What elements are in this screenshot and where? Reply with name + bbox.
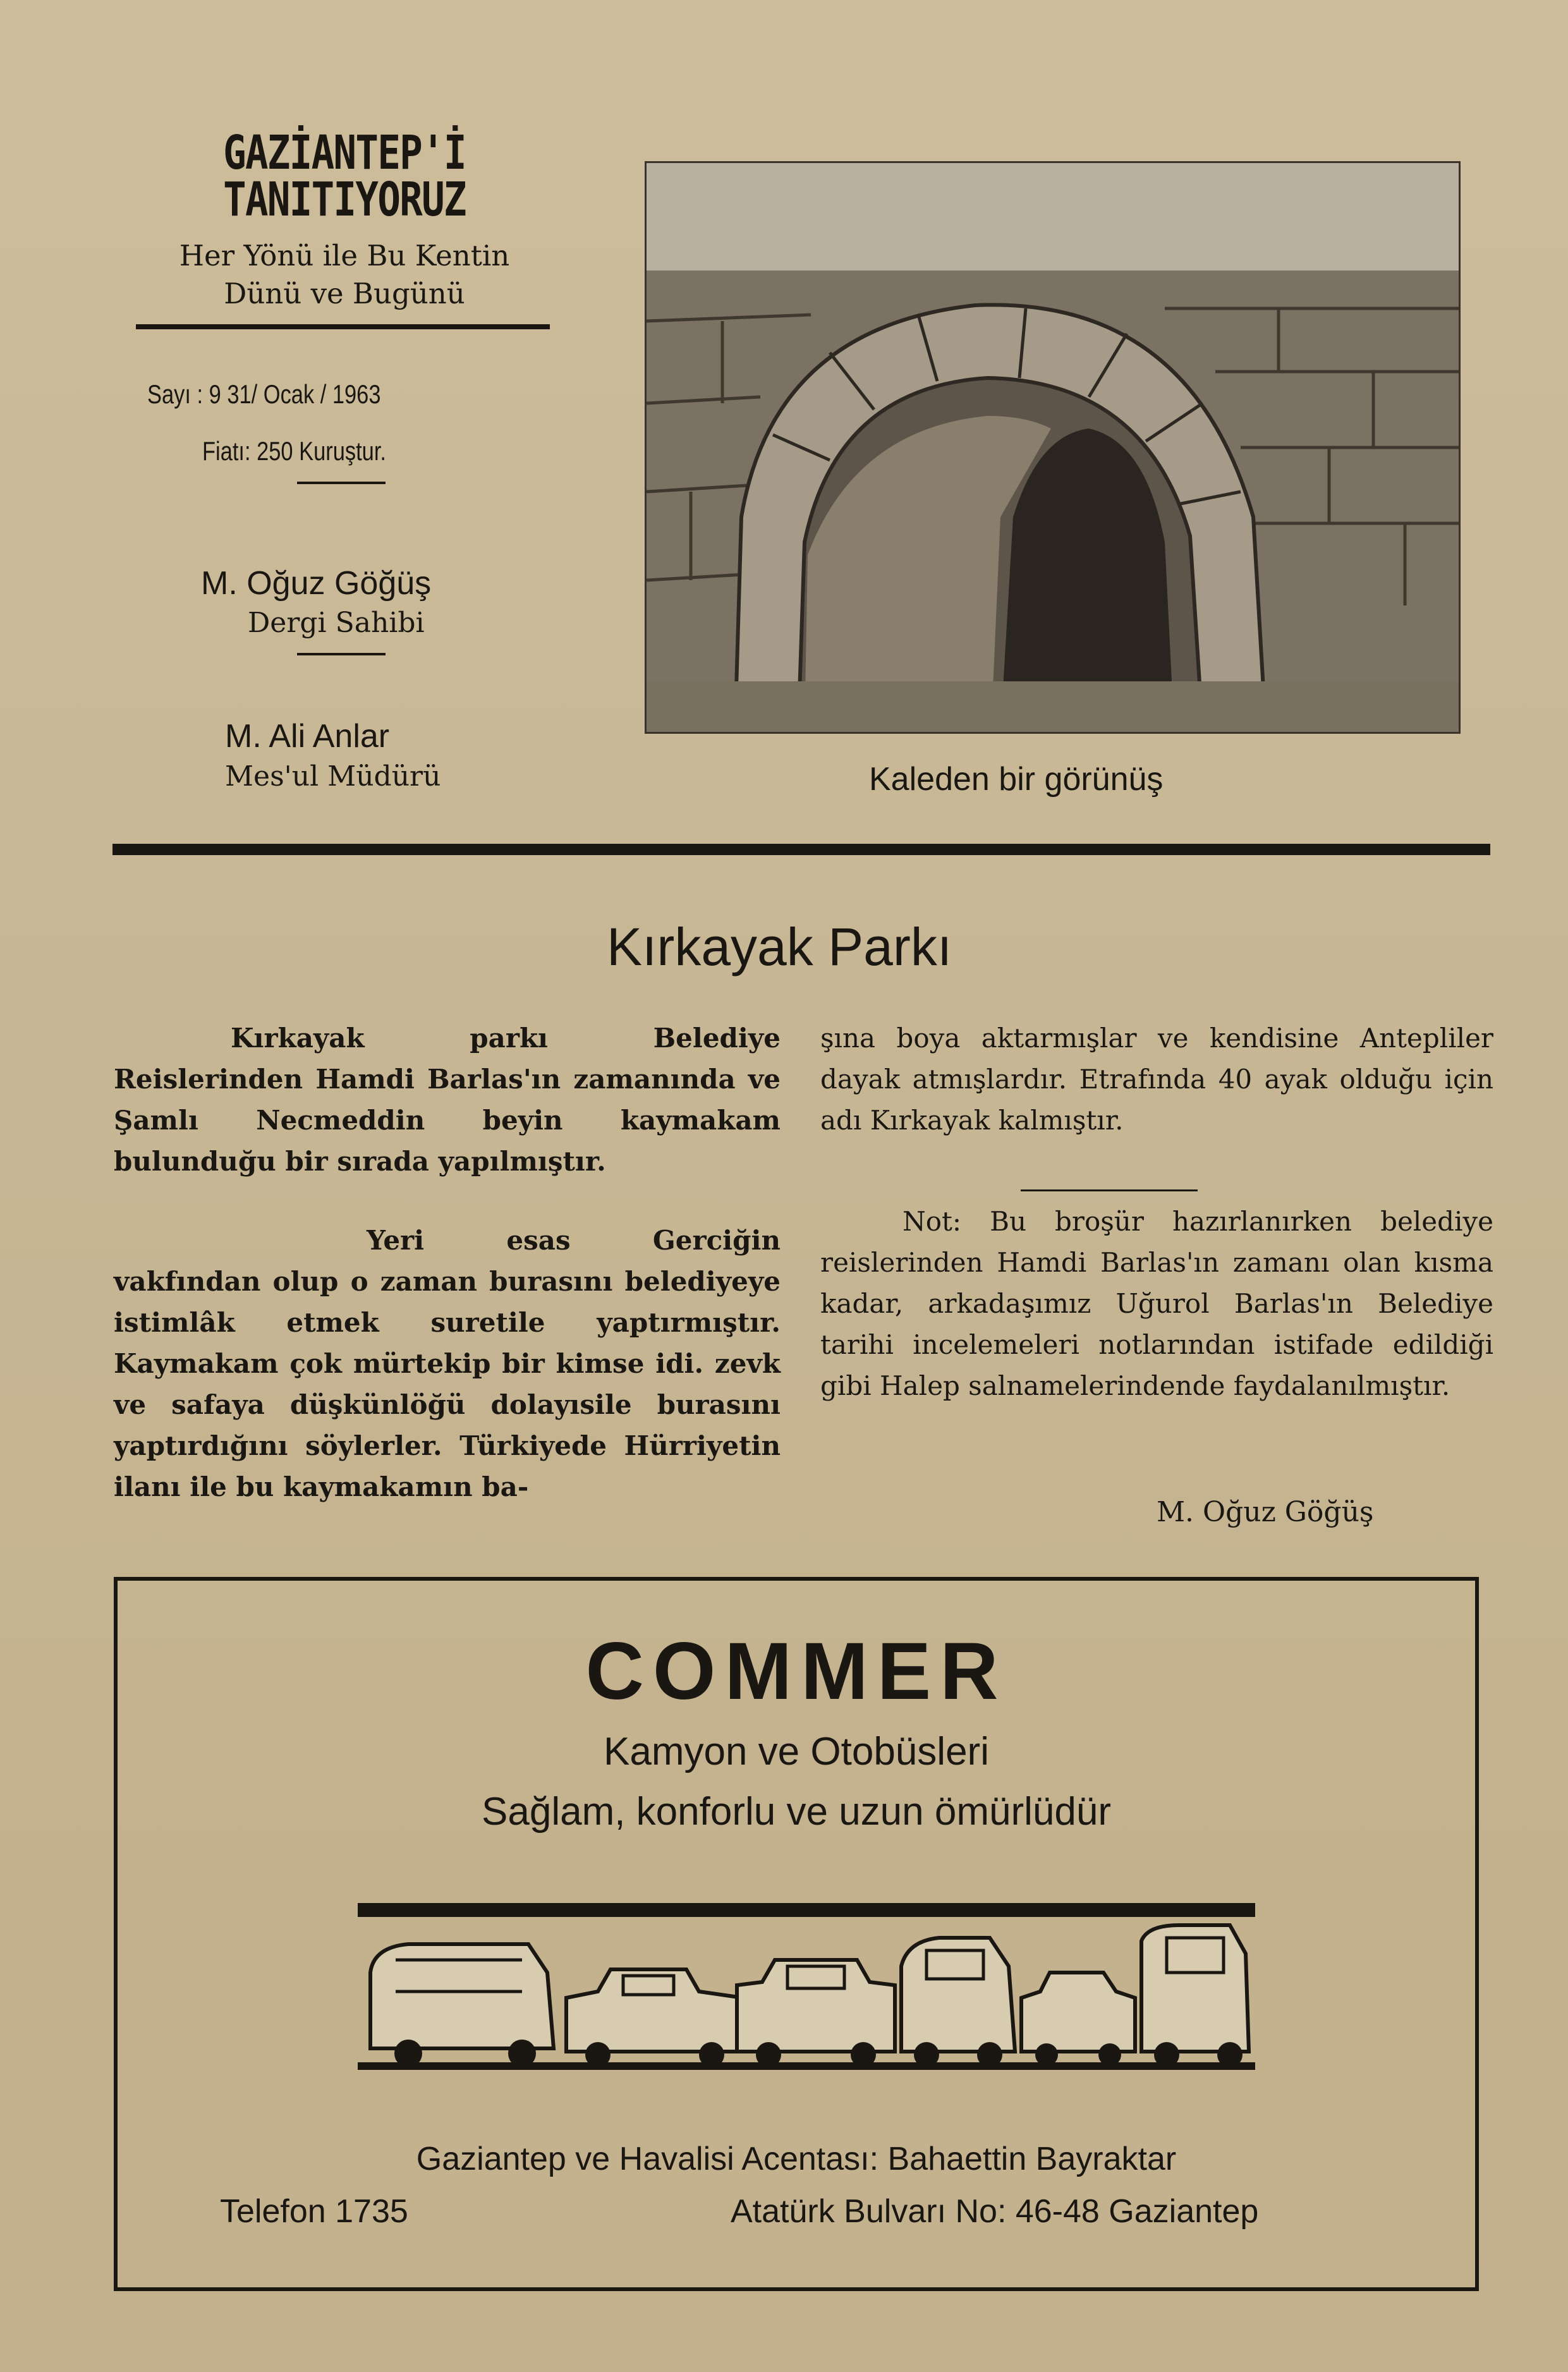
- owner-divider: [297, 653, 386, 655]
- editor-name: M. Ali Anlar: [225, 718, 390, 755]
- ad-agency: Gaziantep ve Havalisi Acentası: Bahaettin Bayraktar: [416, 2141, 1177, 2177]
- ad-brand: COMMER: [585, 1626, 1007, 1717]
- castle-photo: [645, 161, 1461, 734]
- note-divider: [1021, 1189, 1198, 1191]
- masthead: [133, 126, 556, 313]
- article-left-column: [114, 1018, 781, 1507]
- commer-advertisement: [114, 1577, 1479, 2291]
- magazine-title: GAZİANTEP'İ TANITIYORUZ: [223, 126, 466, 227]
- masthead-divider: [136, 324, 550, 329]
- price-divider: [297, 482, 386, 484]
- price-info: Fiatı: 250 Kuruştur.: [202, 436, 386, 466]
- owner-name: M. Oğuz Göğüş: [201, 565, 432, 602]
- article-signature: M. Oğuz Göğüş: [1157, 1496, 1374, 1528]
- section-divider: [112, 844, 1490, 855]
- ad-phone: Telefon 1735: [220, 2193, 408, 2230]
- editor-role: Mes'ul Müdürü: [225, 760, 441, 793]
- ad-tagline-1: Kamyon ve Otobüsleri: [604, 1730, 989, 1773]
- issue-info: Sayı : 9 31/ Ocak / 1963: [147, 379, 381, 409]
- article-title: Kırkayak Parkı: [607, 917, 952, 976]
- ad-tagline-2: Sağlam, konforlu ve uzun ömürlüdür: [482, 1790, 1111, 1834]
- article-right-column: [820, 1018, 1493, 1141]
- ad-address: Atatürk Bulvarı No: 46-48 Gaziantep: [731, 2193, 1259, 2230]
- photo-caption: Kaleden bir görünüş: [869, 761, 1164, 798]
- article-paragraph-2: Yeri esas Gerciğin vakfından olup o zaman burasını belediyeye istimlâk etmek suretile yaptırmıştır. Kaymakam çok mürtekip bir kimse idi. zevk ve safaya düşkünlöğü dolayısile burasını yaptırdığını söylerler. Türkiyede Hürriyetin ilanı ile bu kaymakamın ba-: [114, 1225, 781, 1502]
- magazine-subtitle-line2: Dünü ve Bugünü: [224, 277, 465, 310]
- magazine-subtitle-line1: Her Yönü ile Bu Kentin: [179, 239, 510, 272]
- article-note-column: [820, 1201, 1493, 1406]
- vehicles-illustration: [358, 1903, 1255, 2086]
- article-paragraph-1: Kırkayak parkı Belediye Reislerinden Hamdi Barlas'ın zamanında ve Şamlı Necmeddin beyin kaymakam bulunduğu bir sırada yapılmıştır.: [114, 1023, 781, 1177]
- article-note: Not: Bu broşür hazırlanırken belediye reislerinden Hamdi Barlas'ın zamanı olan kısma kadar, arkadaşımız Uğurol Barlas'ın Belediye tarihi incelemeleri notlarından istifade edildiği gibi Halep salnamelerindende faydalanılmıştır.: [820, 1206, 1493, 1401]
- article-paragraph-3: şına boya aktarmışlar ve kendisine Antepliler dayak atmışlardır. Etrafında 40 ayak olduğu için adı Kırkayak kalmıştır.: [820, 1023, 1493, 1136]
- castle-arch-illustration: [647, 163, 1459, 732]
- owner-role: Dergi Sahibi: [248, 607, 425, 639]
